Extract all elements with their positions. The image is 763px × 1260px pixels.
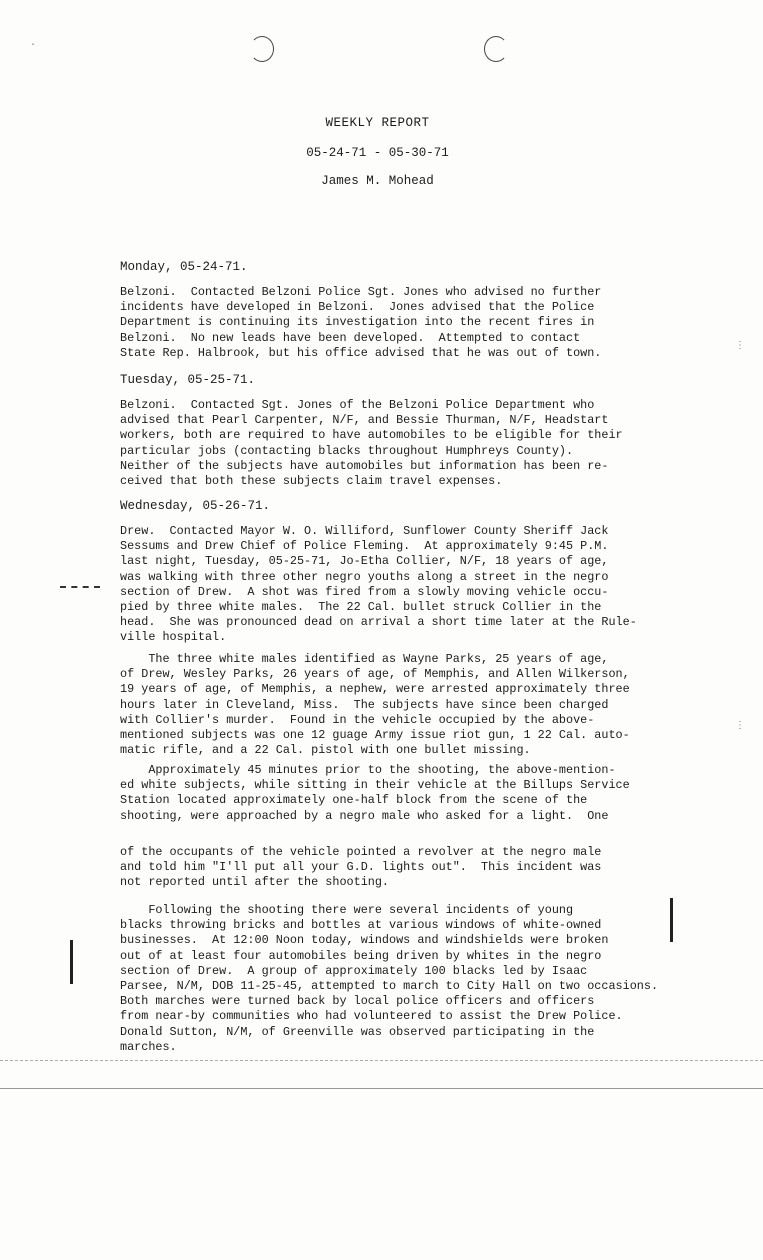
scan-specks: ·	[30, 40, 37, 51]
report-date-range: 05-24-71 - 05-30-71	[306, 146, 449, 160]
scan-edge-line	[0, 1060, 763, 1061]
punch-hole-right	[484, 36, 508, 62]
report-author: James M. Mohead	[321, 174, 434, 188]
scan-edge-mark	[60, 586, 100, 588]
page-bottom-edge	[0, 1088, 763, 1089]
entry-date: Monday, 05-24-71.	[120, 260, 248, 274]
entry-date: Tuesday, 05-25-71.	[120, 373, 256, 387]
entry-paragraph: Approximately 45 minutes prior to the shooting, the above-mention- ed white subjects, while sitting in their vehicle at the Billups Service Station located approximately one-half block from the scene of the shooting, were approached by a negro male who asked for a light. One	[120, 763, 630, 823]
margin-bracket-left	[70, 940, 73, 984]
entry-paragraph: Following the shooting there were several incidents of young blacks throwing bricks and bottles at various windows of white-owned businesses. At 12:00 Noon today, windows and windshields were broken out of at least four automobiles being driven by whites in the negro section of Drew. A group of approximately 100 blacks led by Isaac Parsee, N/M, DOB 11-25-45, attempted to march to City Hall on two occasions. Both marches were turned back by local police officers and officers from near-by communities who had volunteered to assist the Drew Police. Donald Sutton, N/M, of Greenville was observed participating in the marches.	[120, 903, 659, 1054]
entry-date: Wednesday, 05-26-71.	[120, 499, 271, 513]
margin-bracket-right	[670, 898, 673, 942]
report-title: WEEKLY REPORT	[325, 116, 430, 130]
entry-paragraph: Belzoni. Contacted Belzoni Police Sgt. Jones who advised no further incidents have developed in Belzoni. Jones advised that the Police Department is continuing its investigation into the recent fires in Belzoni. No new leads have been developed. Attempted to contact State Rep. Halbrook, but his office advised that he was out of town.	[120, 285, 602, 360]
punch-hole-left	[250, 36, 274, 62]
entry-paragraph: Drew. Contacted Mayor W. O. Williford, Sunflower County Sheriff Jack Sessums and Drew Chief of Police Fleming. At approximately 9:45 P.M. last night, Tuesday, 05-25-71, Jo-Etha Collier, N/F, 18 years of age, was walking with three other negro youths along a street in the negro section of Drew. A shot was fired from a slowly moving vehicle occu- pied by three white males. The 22 Cal. bullet struck Collier in the head. She was pronounced dead on arrival a short time later at the Rule- ville hospital.	[120, 524, 637, 645]
entry-paragraph: The three white males identified as Wayne Parks, 25 years of age, of Drew, Wesley Parks, 26 years of age, of Memphis, and Allen Wilkerson, 19 years of age, of Memphis, a nephew, were arrested approximately three hours later in Cleveland, Miss. The subjects have since been charged with Collier's murder. Found in the vehicle occupied by the above- mentioned subjects was one 12 guage Army issue riot gun, 1 22 Cal. auto- matic rifle, and a 22 Cal. pistol with one bullet missing.	[120, 652, 630, 758]
entry-paragraph: Belzoni. Contacted Sgt. Jones of the Belzoni Police Department who advised that Pearl Carpenter, N/F, and Bessie Thurman, N/F, Headstart workers, both are required to have automobiles to be eligible for their particular jobs (contacting blacks throughout Humphreys County). Neither of the subjects have automobiles but information has been re- ceived that both these subjects claim travel expenses.	[120, 398, 623, 489]
entry-paragraph: of the occupants of the vehicle pointed a revolver at the negro male and told him "I'll put all your G.D. lights out". This incident was not reported until after the shooting.	[120, 845, 602, 890]
scan-specks: ⋮	[735, 721, 745, 732]
scan-specks: ⋮	[735, 341, 745, 352]
